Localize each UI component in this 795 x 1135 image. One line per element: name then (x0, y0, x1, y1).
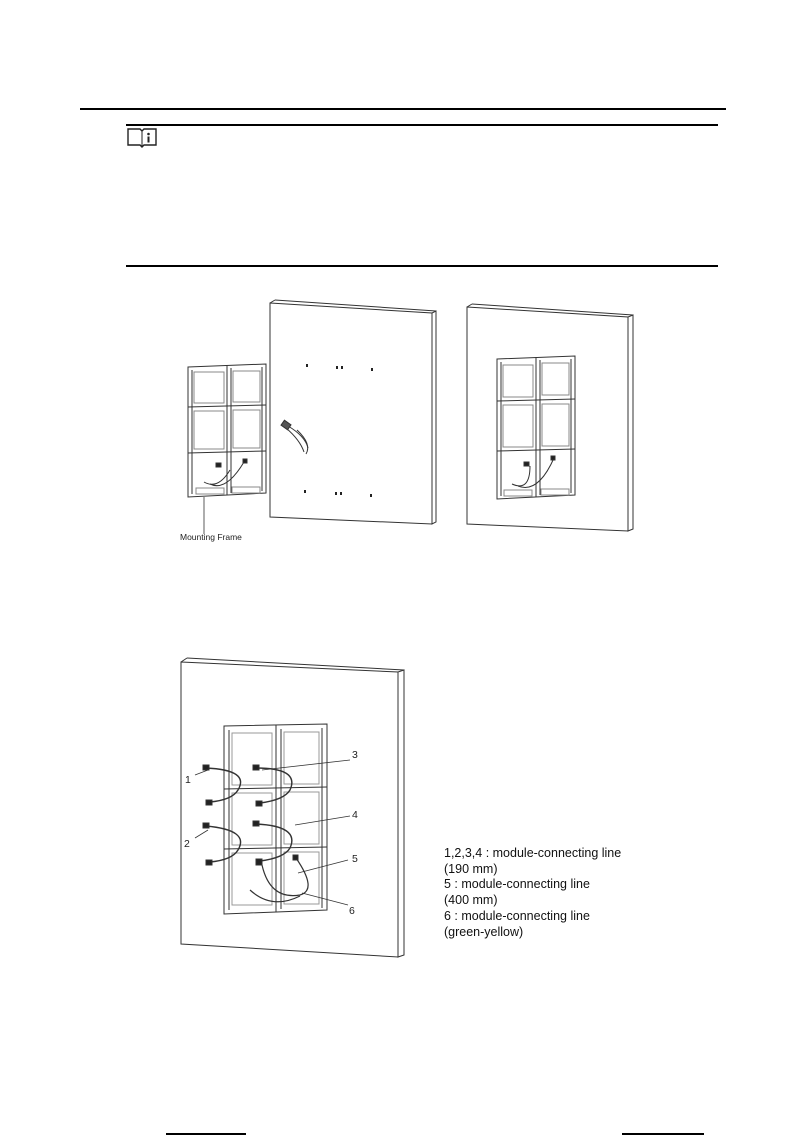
legend-line: (190 mm) (444, 861, 498, 876)
legend-line: 1,2,3,4 : module-connecting line (444, 846, 622, 860)
legend-line: (green-yellow) (444, 924, 524, 939)
callout-1: 1 (185, 774, 191, 786)
legend-line: 5 : module-connecting line (444, 877, 590, 892)
callout-2: 2 (184, 838, 190, 850)
callout-4: 4 (352, 809, 358, 821)
wall-panel-left (270, 300, 436, 524)
mounting-frame-installed (497, 356, 575, 499)
callout-5: 5 (352, 853, 358, 865)
mounting-frame-label: Mounting Frame (180, 532, 242, 542)
legend-line: 6 : module-connecting line (444, 908, 590, 923)
legend-line: (400 mm) (444, 893, 498, 908)
callout-3: 3 (352, 749, 358, 761)
callout-6: 6 (349, 905, 355, 917)
figure-legend (444, 846, 621, 940)
mounting-frame-free (188, 364, 266, 497)
